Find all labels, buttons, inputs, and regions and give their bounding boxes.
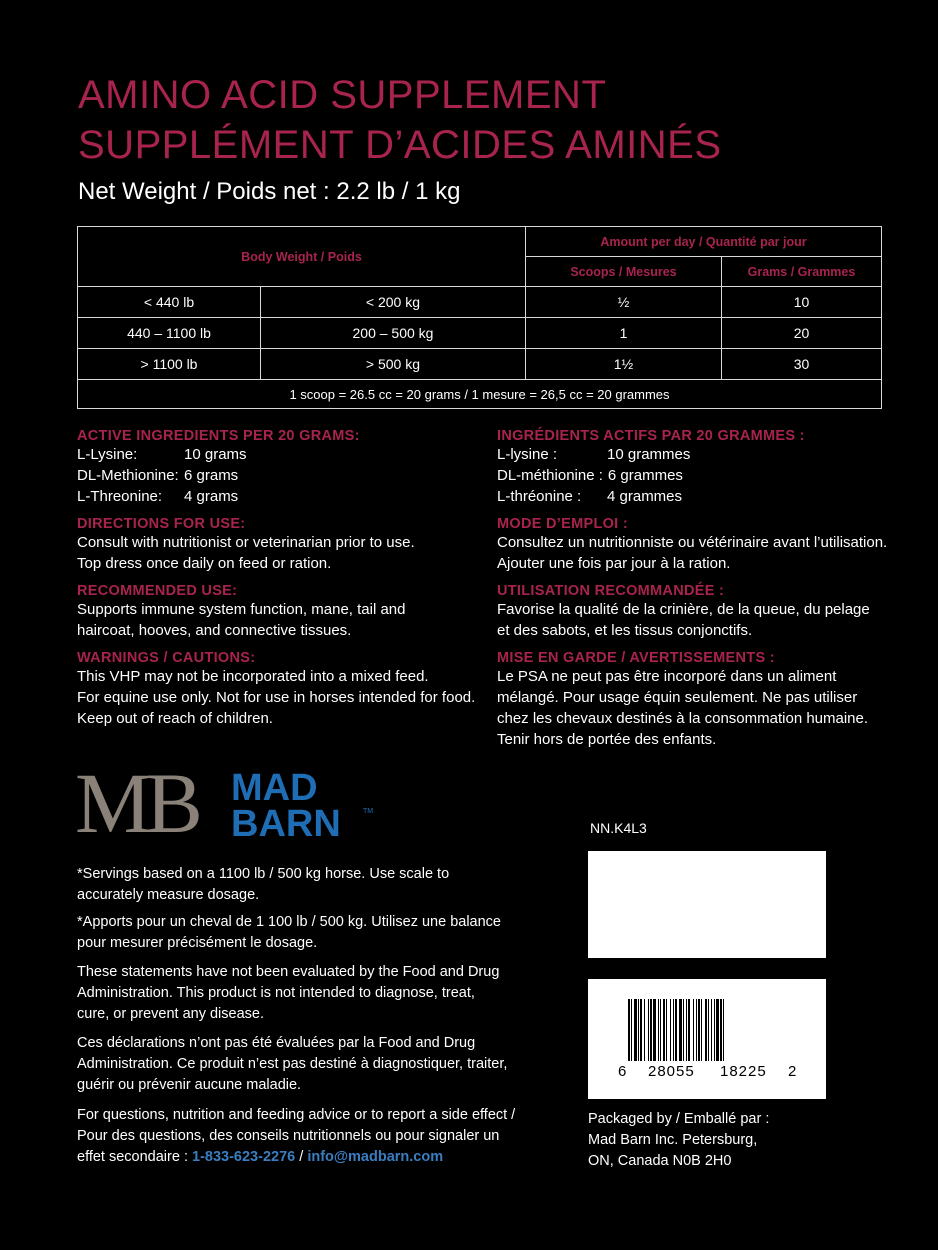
- grams-header: Grams / Grammes: [721, 257, 881, 287]
- ingredient-row: L-Lysine: 10 grams: [77, 446, 247, 463]
- barcode-bar: [708, 999, 709, 1061]
- scoops-cell: ½: [525, 287, 721, 318]
- barcode-bar: [711, 999, 712, 1061]
- barcode-bar: [705, 999, 707, 1061]
- barcode-bar: [686, 999, 687, 1061]
- scoops-cell: 1: [525, 318, 721, 349]
- english-info: [77, 428, 477, 729]
- barcode-bar: [720, 999, 722, 1061]
- packaged-by: Packaged by / Emballé par : Mad Barn Inc. Petersburg, ON, Canada N0B 2H0: [588, 1111, 770, 1169]
- ingredient-row: L-lysine : 10 grammes: [497, 446, 691, 463]
- recommended-use-text-fr: Favorise la qualité de la crinière, de la queue, du pelage et des sabots, et les tissus conjonctifs.: [497, 601, 870, 639]
- barcode-bar: [688, 999, 690, 1061]
- barcode-bar: [653, 999, 656, 1061]
- servings-note-en: *Servings based on a 1100 lb / 500 kg horse. Use scale to accurately measure dosage.: [77, 866, 450, 903]
- logo-trademark: TM: [363, 808, 374, 815]
- barcode-bar: [693, 999, 694, 1061]
- weight-lb-cell: > 1100 lb: [78, 349, 261, 380]
- scoop-conversion-footer: 1 scoop = 26.5 cc = 20 grams / 1 mesure = 26,5 cc = 20 grammes: [78, 380, 882, 409]
- barcode-bar: [663, 999, 665, 1061]
- barcode-bar: [650, 999, 652, 1061]
- logo-mb-mark: MB: [75, 755, 197, 851]
- barcode-bar: [698, 999, 700, 1061]
- barcode-bar: [648, 999, 649, 1061]
- warnings-heading: WARNINGS / CAUTIONS:: [77, 650, 256, 666]
- french-info: [497, 428, 917, 750]
- barcode-bar: [634, 999, 637, 1061]
- barcode-bar: [716, 999, 719, 1061]
- ingredient-row: DL-méthionine : 6 grammes: [497, 467, 683, 484]
- logo-word-mad: MAD: [231, 767, 318, 809]
- grams-cell: 20: [721, 318, 881, 349]
- barcode-bar: [658, 999, 659, 1061]
- barcode-bar: [701, 999, 702, 1061]
- barcode-digit: 2: [788, 1063, 797, 1080]
- barcode-bar: [723, 999, 724, 1061]
- barcode-bar: [631, 999, 632, 1061]
- nn-code: NN.K4L3: [590, 820, 647, 836]
- table-row: [78, 287, 882, 318]
- barcode-bar: [683, 999, 684, 1061]
- barcode-box: [588, 979, 826, 1099]
- directions-heading: DIRECTIONS FOR USE:: [77, 516, 246, 532]
- ingredient-row: L-Threonine: 4 grams: [77, 488, 239, 505]
- weight-kg-cell: 200 – 500 kg: [261, 318, 526, 349]
- weight-lb-cell: < 440 lb: [78, 287, 261, 318]
- barcode: [588, 979, 826, 1099]
- weight-kg-cell: > 500 kg: [261, 349, 526, 380]
- grams-cell: 30: [721, 349, 881, 380]
- body-weight-header: Body Weight / Poids: [78, 227, 526, 287]
- barcode-bar: [670, 999, 671, 1061]
- table-row: [78, 318, 882, 349]
- barcode-bar: [644, 999, 645, 1061]
- barcode-digit: 6: [618, 1063, 627, 1080]
- ingredient-row: L-thréonine : 4 grammes: [497, 488, 683, 505]
- contact-info: For questions, nutrition and feeding advice or to report a side effect / Pour des questions, des conseils nutritionnels ou pour signaler un effet secondaire : 1-833-623-2276 / info@madbarn.com: [77, 1107, 516, 1165]
- warnings-heading-fr: MISE EN GARDE / AVERTISSEMENTS :: [497, 650, 775, 666]
- barcode-bar: [673, 999, 674, 1061]
- weight-lb-cell: 440 – 1100 lb: [78, 318, 261, 349]
- barcode-digit: 28055: [648, 1063, 695, 1080]
- weight-kg-cell: < 200 kg: [261, 287, 526, 318]
- logo-word-barn: BARN: [231, 803, 341, 845]
- fda-disclaimer-fr: Ces déclarations n’ont pas été évaluées par la Food and Drug Administration. Ce produit n’est pas destiné à diagnostiquer, traiter, guérir ou prévenir aucune maladie.: [77, 1035, 508, 1093]
- servings-note-fr: *Apports pour un cheval de 1 100 lb / 500 kg. Utilisez une balance pour mesurer précisément le dosage.: [77, 914, 501, 951]
- recommended-use-heading: RECOMMENDED USE:: [77, 583, 238, 599]
- directions-heading-fr: MODE D’EMPLOI :: [497, 516, 628, 532]
- phone-link[interactable]: 1-833-623-2276: [192, 1149, 296, 1165]
- barcode-bar: [696, 999, 697, 1061]
- barcode-bar: [628, 999, 630, 1061]
- mad-barn-logo: [75, 755, 395, 851]
- table-row: [78, 349, 882, 380]
- active-ingredients-heading: ACTIVE INGREDIENTS PER 20 GRAMS:: [77, 428, 360, 444]
- title-english: AMINO ACID SUPPLEMENT: [78, 73, 607, 117]
- barcode-bar: [714, 999, 715, 1061]
- scoops-cell: 1½: [525, 349, 721, 380]
- barcode-bar: [666, 999, 667, 1061]
- barcode-bar: [638, 999, 639, 1061]
- barcode-bar: [660, 999, 661, 1061]
- warnings-text-fr: Le PSA ne peut pas être incorporé dans un aliment mélangé. Pour usage équin seulement. Ne pas utiliser chez les chevaux destinés à la consommation humaine. Tenir hors de portée des enfants.: [497, 668, 869, 748]
- grams-cell: 10: [721, 287, 881, 318]
- net-weight: Net Weight / Poids net : 2.2 lb / 1 kg: [78, 178, 461, 205]
- barcode-digit: 18225: [720, 1063, 767, 1080]
- ingredient-list: [77, 444, 477, 507]
- amount-per-day-header: Amount per day / Quantité par jour: [525, 227, 881, 257]
- recommended-use-text: Supports immune system function, mane, tail and haircoat, hooves, and connective tissues.: [77, 601, 406, 639]
- recommended-use-heading-fr: UTILISATION RECOMMANDÉE :: [497, 583, 725, 599]
- fda-disclaimer-en: These statements have not been evaluated by the Food and Drug Administration. This product is not intended to diagnose, treat, cure, or prevent any disease.: [77, 964, 500, 1022]
- barcode-bar: [640, 999, 642, 1061]
- ingredient-list-fr: [497, 444, 917, 507]
- title-french: SUPPLÉMENT D’ACIDES AMINÉS: [78, 123, 722, 167]
- barcode-bar: [675, 999, 677, 1061]
- directions-text-fr: Consultez un nutritionniste ou vétérinaire avant l’utilisation. Ajouter une fois par jour à la ration.: [497, 534, 888, 572]
- blank-label-box: [588, 851, 826, 958]
- dosage-table: [77, 226, 882, 409]
- ingredient-row: DL-Methionine: 6 grams: [77, 467, 239, 484]
- barcode-bar: [679, 999, 682, 1061]
- active-ingredients-heading-fr: INGRÉDIENTS ACTIFS PAR 20 GRAMMES :: [497, 428, 805, 444]
- scoops-header: Scoops / Mesures: [525, 257, 721, 287]
- email-link[interactable]: info@madbarn.com: [307, 1149, 444, 1165]
- warnings-text: This VHP may not be incorporated into a mixed feed. For equine use only. Not for use in horses intended for food. Keep out of reach of children.: [77, 668, 476, 727]
- directions-text: Consult with nutritionist or veterinarian prior to use. Top dress once daily on feed or ration.: [77, 534, 415, 572]
